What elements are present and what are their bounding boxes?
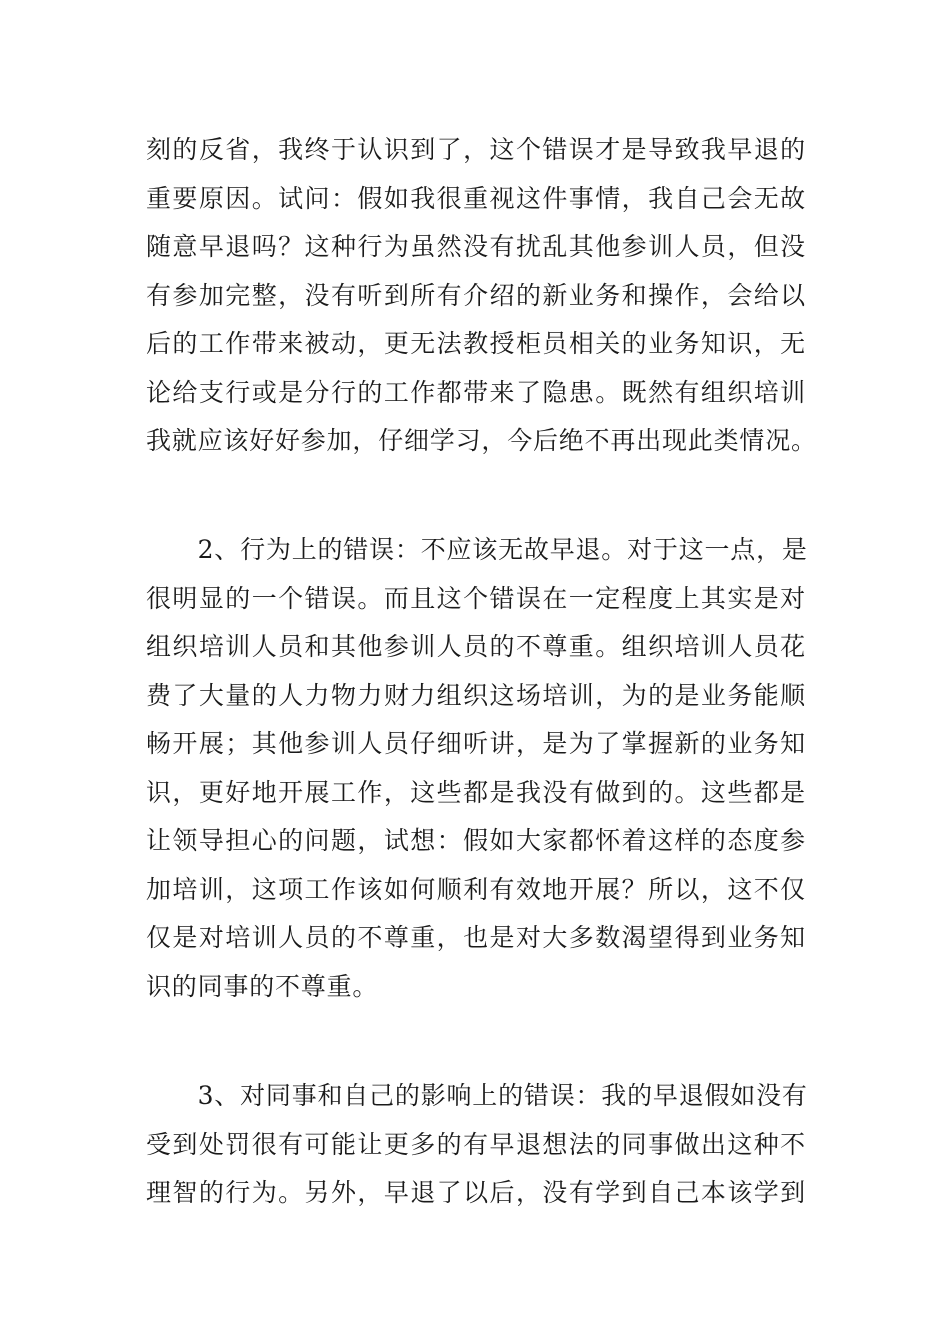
text-line: 理智的行为。另外，早退了以后，没有学到自己本该学到 <box>146 1178 806 1207</box>
text-line: 重要原因。试问：假如我很重视这件事情，我自己会无故 <box>146 183 806 213</box>
text-line: 组织培训人员和其他参训人员的不尊重。组织培训人员花 <box>146 632 806 661</box>
text-line: 2、行为上的错误：不应该无故早退。对于这一点，是 <box>146 535 808 564</box>
text-line: 刻的反省，我终于认识到了，这个错误才是导致我早退的 <box>146 135 806 164</box>
text-line: 让领导担心的问题，试想：假如大家都怀着这样的态度参 <box>146 826 806 855</box>
text-line: 很明显的一个错误。而且这个错误在一定程度上其实是对 <box>146 583 806 613</box>
text-line: 有参加完整，没有听到所有介绍的新业务和操作，会给以 <box>146 280 806 310</box>
text-line: 仅是对培训人员的不尊重，也是对大多数渴望得到业务知 <box>146 923 806 952</box>
text-line: 畅开展；其他参训人员仔细听讲，是为了掌握新的业务知 <box>146 729 806 758</box>
text-line: 3、对同事和自己的影响上的错误：我的早退假如没有 <box>146 1081 808 1110</box>
text-line: 加培训，这项工作该如何顺利有效地开展？所以，这不仅 <box>146 874 806 904</box>
paragraph-3 <box>146 1072 806 1218</box>
text-line: 识的同事的不尊重。 <box>146 971 379 1001</box>
text-line: 费了大量的人力物力财力组织这场培训，为的是业务能顺 <box>146 680 806 710</box>
text-line: 论给支行或是分行的工作都带来了隐患。既然有组织培训 <box>146 377 806 407</box>
text-line: 识，更好地开展工作，这些都是我没有做到的。这些都是 <box>146 777 806 807</box>
paragraph-1 <box>146 126 817 466</box>
text-line: 后的工作带来被动，更无法教授柜员相关的业务知识，无 <box>146 329 806 358</box>
text-line: 我就应该好好参加，仔细学习，今后绝不再出现此类情况。 <box>146 426 817 455</box>
text-line: 随意早退吗？这种行为虽然没有扰乱其他参训人员，但没 <box>146 232 806 261</box>
paragraph-2 <box>146 526 806 1011</box>
text-line: 受到处罚很有可能让更多的有早退想法的同事做出这种不 <box>146 1129 806 1159</box>
